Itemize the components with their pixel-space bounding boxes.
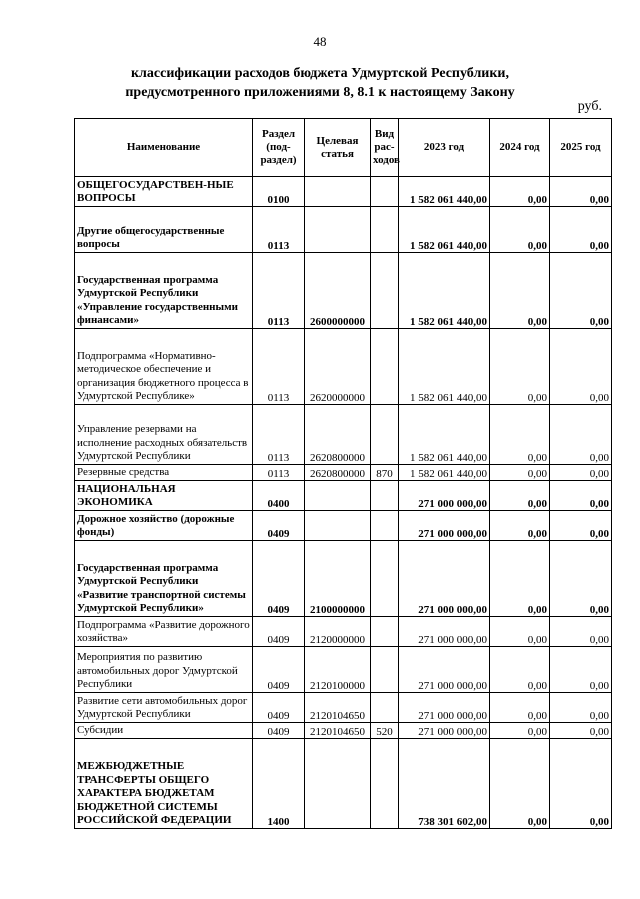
- header-section: Раздел (под-раздел): [253, 119, 305, 177]
- cell-section: 0409: [253, 693, 305, 723]
- cell-target: 2120104650: [305, 723, 371, 739]
- table-row: [75, 465, 612, 481]
- cell-exp-type: [371, 405, 399, 465]
- cell-exp-type: [371, 253, 399, 329]
- cell-2023: 1 582 061 440,00: [399, 207, 490, 253]
- cell-2023: 271 000 000,00: [399, 647, 490, 693]
- header-exp-type: Вид рас-ходов: [371, 119, 399, 177]
- cell-section: 0100: [253, 177, 305, 207]
- cell-2023: 1 582 061 440,00: [399, 329, 490, 405]
- cell-2023: 271 000 000,00: [399, 723, 490, 739]
- cell-2025: 0,00: [550, 405, 612, 465]
- currency-unit: руб.: [577, 99, 602, 114]
- cell-exp-type: [371, 693, 399, 723]
- cell-2024: 0,00: [490, 739, 550, 829]
- header-2023: 2023 год: [399, 119, 490, 177]
- table-row: [75, 617, 612, 647]
- cell-exp-type: [371, 511, 399, 541]
- header-2025: 2025 год: [550, 119, 612, 177]
- cell-section: 0113: [253, 207, 305, 253]
- cell-target: 2120104650: [305, 693, 371, 723]
- cell-2024: 0,00: [490, 177, 550, 207]
- cell-2023: 271 000 000,00: [399, 541, 490, 617]
- cell-name: Другие общегосударственные вопросы: [75, 207, 253, 253]
- cell-section: 0400: [253, 481, 305, 511]
- table-row: [75, 647, 612, 693]
- cell-name: Дорожное хозяйство (дорожные фонды): [75, 511, 253, 541]
- cell-section: 1400: [253, 739, 305, 829]
- cell-exp-type: [371, 481, 399, 511]
- cell-target: 2620800000: [305, 405, 371, 465]
- budget-table: [74, 118, 612, 829]
- cell-2025: 0,00: [550, 617, 612, 647]
- cell-2024: 0,00: [490, 693, 550, 723]
- cell-2025: 0,00: [550, 177, 612, 207]
- cell-2023: 1 582 061 440,00: [399, 405, 490, 465]
- cell-2024: 0,00: [490, 329, 550, 405]
- cell-section: 0113: [253, 465, 305, 481]
- cell-section: 0113: [253, 405, 305, 465]
- header-name: Наименование: [75, 119, 253, 177]
- table-row: [75, 541, 612, 617]
- cell-section: 0409: [253, 511, 305, 541]
- cell-target: 2600000000: [305, 253, 371, 329]
- cell-2025: 0,00: [550, 739, 612, 829]
- cell-target: [305, 511, 371, 541]
- cell-2024: 0,00: [490, 207, 550, 253]
- table-row: [75, 511, 612, 541]
- header-target: Целевая статья: [305, 119, 371, 177]
- cell-exp-type: [371, 739, 399, 829]
- cell-2024: 0,00: [490, 405, 550, 465]
- cell-2025: 0,00: [550, 693, 612, 723]
- cell-name: НАЦИОНАЛЬНАЯ ЭКОНОМИКА: [75, 481, 253, 511]
- cell-section: 0409: [253, 647, 305, 693]
- document-title: [0, 64, 640, 102]
- cell-2024: 0,00: [490, 723, 550, 739]
- cell-exp-type: [371, 207, 399, 253]
- cell-name: Субсидии: [75, 723, 253, 739]
- cell-section: 0409: [253, 541, 305, 617]
- table-row: [75, 177, 612, 207]
- cell-target: [305, 739, 371, 829]
- cell-target: 2120100000: [305, 647, 371, 693]
- cell-exp-type: [371, 617, 399, 647]
- cell-2023: 271 000 000,00: [399, 481, 490, 511]
- cell-target: 2100000000: [305, 541, 371, 617]
- cell-2023: 271 000 000,00: [399, 693, 490, 723]
- cell-2025: 0,00: [550, 207, 612, 253]
- cell-name: Развитие сети автомобильных дорог Удмуртской Республики: [75, 693, 253, 723]
- table-header-row: [75, 119, 612, 177]
- cell-exp-type: [371, 329, 399, 405]
- cell-exp-type: [371, 177, 399, 207]
- table-row: [75, 693, 612, 723]
- cell-exp-type: [371, 647, 399, 693]
- cell-name: Государственная программа Удмуртской Республики «Управление государственными финансами»: [75, 253, 253, 329]
- cell-2024: 0,00: [490, 647, 550, 693]
- cell-section: 0409: [253, 723, 305, 739]
- cell-2025: 0,00: [550, 511, 612, 541]
- table-row: [75, 253, 612, 329]
- cell-2024: 0,00: [490, 511, 550, 541]
- table-row: [75, 723, 612, 739]
- cell-target: 2120000000: [305, 617, 371, 647]
- cell-target: [305, 481, 371, 511]
- cell-2025: 0,00: [550, 329, 612, 405]
- cell-2025: 0,00: [550, 465, 612, 481]
- cell-exp-type: 870: [371, 465, 399, 481]
- cell-2023: 271 000 000,00: [399, 511, 490, 541]
- cell-name: Подпрограмма «Нормативно-методическое обеспечение и организация бюджетного процесса в Удмуртской Республике»: [75, 329, 253, 405]
- title-line-1: классификации расходов бюджета Удмуртской Республики,: [130, 66, 509, 81]
- cell-name: Государственная программа Удмуртской Республики «Развитие транспортной системы Удмуртской Республики»: [75, 541, 253, 617]
- cell-2023: 1 582 061 440,00: [399, 465, 490, 481]
- cell-2023: 738 301 602,00: [399, 739, 490, 829]
- table-row: [75, 405, 612, 465]
- cell-target: [305, 177, 371, 207]
- cell-2023: 271 000 000,00: [399, 617, 490, 647]
- cell-name: ОБЩЕГОСУДАРСТВЕН-НЫЕ ВОПРОСЫ: [75, 177, 253, 207]
- cell-name: Резервные средства: [75, 465, 253, 481]
- cell-exp-type: [371, 541, 399, 617]
- table-row: [75, 481, 612, 511]
- cell-2024: 0,00: [490, 541, 550, 617]
- cell-name: Управление резервами на исполнение расходных обязательств Удмуртской Республики: [75, 405, 253, 465]
- cell-2025: 0,00: [550, 723, 612, 739]
- cell-2025: 0,00: [550, 541, 612, 617]
- cell-2024: 0,00: [490, 253, 550, 329]
- cell-target: 2620800000: [305, 465, 371, 481]
- cell-section: 0113: [253, 329, 305, 405]
- cell-2024: 0,00: [490, 617, 550, 647]
- page-number: 48: [313, 34, 327, 49]
- cell-2024: 0,00: [490, 465, 550, 481]
- cell-2025: 0,00: [550, 647, 612, 693]
- cell-2024: 0,00: [490, 481, 550, 511]
- cell-2023: 1 582 061 440,00: [399, 253, 490, 329]
- cell-2025: 0,00: [550, 253, 612, 329]
- cell-2023: 1 582 061 440,00: [399, 177, 490, 207]
- cell-target: [305, 207, 371, 253]
- cell-2025: 0,00: [550, 481, 612, 511]
- cell-target: 2620000000: [305, 329, 371, 405]
- cell-name: Подпрограмма «Развитие дорожного хозяйства»: [75, 617, 253, 647]
- table-row: [75, 207, 612, 253]
- cell-exp-type: 520: [371, 723, 399, 739]
- table-row: [75, 329, 612, 405]
- cell-section: 0409: [253, 617, 305, 647]
- cell-section: 0113: [253, 253, 305, 329]
- title-line-2: предусмотренного приложениями 8, 8.1 к настоящему Закону: [125, 85, 515, 100]
- header-2024: 2024 год: [490, 119, 550, 177]
- cell-name: МЕЖБЮДЖЕТНЫЕ ТРАНСФЕРТЫ ОБЩЕГО ХАРАКТЕРА БЮДЖЕТАМ БЮДЖЕТНОЙ СИСТЕМЫ РОССИЙСКОЙ ФЕДЕРАЦИИ: [75, 739, 253, 829]
- cell-name: Мероприятия по развитию автомобильных дорог Удмуртской Республики: [75, 647, 253, 693]
- table-row: [75, 739, 612, 829]
